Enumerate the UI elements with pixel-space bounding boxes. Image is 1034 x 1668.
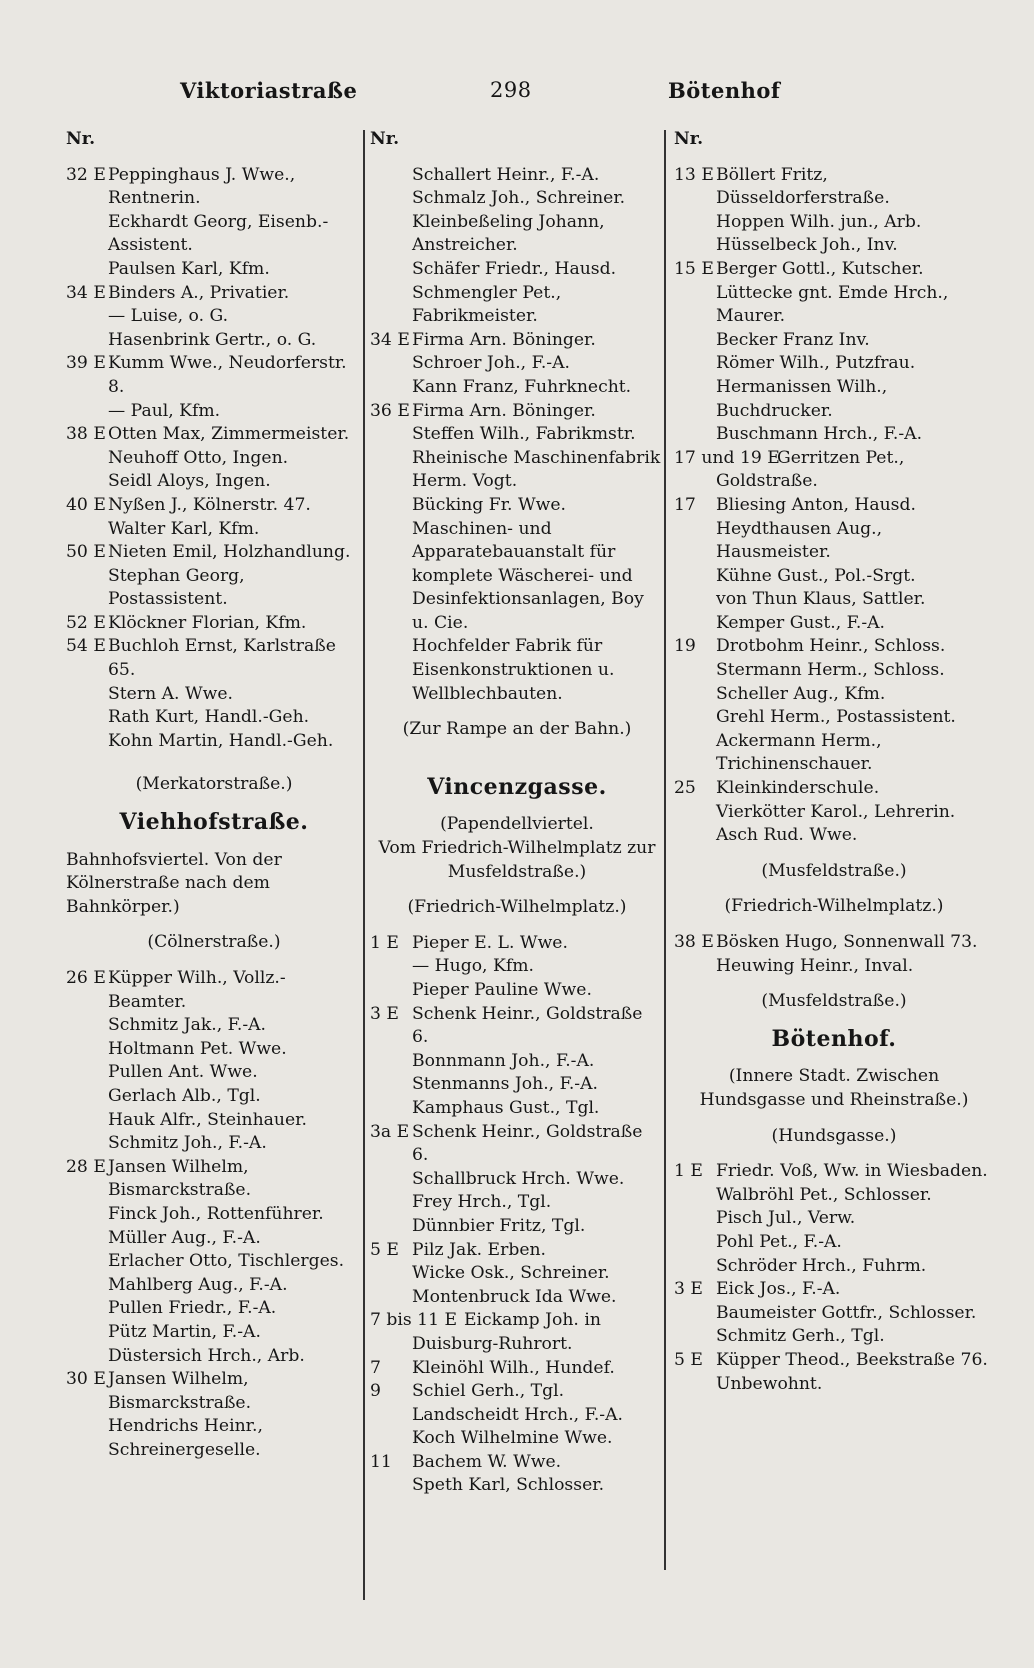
house-number: 28 E <box>66 1156 106 1177</box>
directory-entry <box>66 730 362 754</box>
column-divider <box>363 130 365 1600</box>
directory-entry <box>370 1451 664 1475</box>
directory-entry <box>370 1003 664 1050</box>
entry-list <box>674 1160 994 1396</box>
directory-entry <box>66 1274 362 1298</box>
house-number: 32 E <box>66 164 106 185</box>
house-number: 34 E <box>370 329 410 350</box>
directory-entry <box>370 1191 664 1215</box>
resident-entry: Schenk Heinr., Goldstraße 6. <box>412 1003 643 1048</box>
directory-entry <box>66 423 362 447</box>
resident-entry: Paulsen Karl, Kfm. <box>108 258 270 279</box>
directory-entry <box>66 683 362 707</box>
house-number: 25 <box>674 778 696 799</box>
resident-entry: Becker Franz Inv. <box>716 329 870 350</box>
resident-entry: Scheller Aug., Kfm. <box>716 683 886 704</box>
resident-entry: Hendrichs Heinr., Schreinergeselle. <box>108 1416 263 1460</box>
resident-entry: Kemper Gust., F.-A. <box>716 612 886 633</box>
directory-entry <box>674 234 994 258</box>
directory-entry <box>674 1184 994 1208</box>
resident-entry: — Paul, Kfm. <box>108 400 221 421</box>
directory-entry <box>370 1239 664 1263</box>
resident-entry: Heydthausen Aug., Hausmeister. <box>716 518 883 563</box>
resident-entry: Kohn Martin, Handl.-Geh. <box>108 730 334 751</box>
resident-entry: Hoppen Wilh. jun., Arb. <box>716 211 922 232</box>
house-number: 38 E <box>674 932 714 952</box>
resident-entry: Walter Karl, Kfm. <box>108 518 260 539</box>
directory-entry <box>674 730 994 777</box>
resident-entry: Eickamp Joh. in Duisburg-Ruhrort. <box>412 1310 601 1354</box>
directory-entry <box>674 706 994 730</box>
resident-entry: Kühne Gust., Pol.-Srgt. <box>716 565 916 586</box>
resident-entry: Gerritzen Pet., Goldstraße. <box>716 447 905 492</box>
directory-entry <box>674 423 994 447</box>
cross-street: (Friedrich-Wilhelmplatz.) <box>724 896 944 917</box>
directory-entry <box>370 1286 664 1310</box>
directory-entry <box>370 1097 664 1121</box>
resident-entry: Nieten Emil, Holzhandlung. <box>108 542 351 563</box>
directory-entry <box>370 1073 664 1097</box>
running-head-right: Bötenhof <box>668 78 781 103</box>
directory-entry <box>370 282 664 329</box>
directory-entry <box>66 305 362 329</box>
directory-entry <box>674 1231 994 1255</box>
nr-label: Nr. <box>370 129 400 149</box>
resident-entry: — Hugo, Kfm. <box>412 956 534 977</box>
resident-entry: Bonnmann Joh., F.-A. <box>412 1050 595 1071</box>
house-number: 17 <box>674 494 696 515</box>
resident-entry: Kumm Wwe., Neudorferstr. 8. <box>108 353 347 397</box>
directory-entry <box>370 1474 664 1498</box>
directory-entry <box>674 683 994 707</box>
resident-entry: Buschmann Hrch., F.-A. <box>716 424 923 445</box>
directory-entry <box>66 1321 362 1345</box>
directory-entry <box>370 635 664 706</box>
directory-entry <box>370 400 664 424</box>
directory-entry <box>66 211 362 258</box>
resident-entry: Rath Kurt, Handl.-Geh. <box>108 707 310 728</box>
resident-entry: Ackermann Herm., Trichinenschauer. <box>716 730 882 775</box>
resident-entry: Landscheidt Hrch., F.-A. <box>412 1404 623 1425</box>
directory-entry <box>370 1262 664 1286</box>
directory-entry <box>66 541 362 565</box>
directory-entry <box>66 1061 362 1085</box>
resident-entry: Drotbohm Heinr., Schloss. <box>716 636 946 657</box>
resident-entry: Pullen Ant. Wwe. <box>108 1062 258 1083</box>
directory-entry <box>370 164 664 188</box>
resident-entry: Neuhoff Otto, Ingen. <box>108 447 289 468</box>
resident-entry: Schenk Heinr., Goldstraße 6. <box>412 1121 643 1166</box>
resident-entry: Kleinöhl Wilh., Hundef. <box>412 1357 615 1378</box>
resident-entry: Jansen Wilhelm, Bismarckstraße. <box>108 1369 252 1413</box>
house-number: 30 E <box>66 1369 106 1390</box>
directory-entry <box>674 518 994 565</box>
directory-entry <box>674 1207 994 1231</box>
resident-entry: Schmitz Gerh., Tgl. <box>716 1326 885 1347</box>
resident-entry: Baumeister Gottfr., Schlosser. <box>716 1302 977 1323</box>
house-number: 34 E <box>66 282 106 303</box>
resident-entry: Holtmann Pet. Wwe. <box>108 1038 287 1059</box>
resident-entry: Lüttecke gnt. Emde Hrch., Maurer. <box>716 282 949 327</box>
resident-entry: Asch Rud. Wwe. <box>716 825 858 846</box>
directory-entry <box>370 494 664 518</box>
directory-entry <box>370 1121 664 1168</box>
cross-street: (Cölnerstraße.) <box>147 932 281 953</box>
directory-entry <box>66 1415 362 1462</box>
resident-entry: Pullen Friedr., F.-A. <box>108 1298 277 1319</box>
directory-entry <box>66 1085 362 1109</box>
resident-entry: Unbewohnt. <box>716 1373 823 1394</box>
house-number: 13 E <box>674 164 714 185</box>
directory-entry <box>66 352 362 399</box>
house-number: 50 E <box>66 542 106 563</box>
resident-entry: Römer Wilh., Putzfrau. <box>716 353 916 374</box>
resident-entry: Schmitz Joh., F.-A. <box>108 1133 267 1154</box>
directory-entry <box>674 1373 994 1397</box>
resident-entry: Böllert Fritz, Düsseldorferstraße. <box>716 164 890 209</box>
resident-entry: Peppinghaus J. Wwe., Rentnerin. <box>108 164 296 209</box>
directory-entry <box>674 447 994 494</box>
directory-entry <box>674 824 994 848</box>
resident-entry: Hermanissen Wilh., Buchdrucker. <box>716 376 888 421</box>
street-description: Bahnhofsviertel. Von der Kölnerstraße nach dem Bahnkörper.) <box>66 849 282 917</box>
house-number: 7 <box>370 1357 381 1378</box>
resident-entry: Montenbruck Ida Wwe. <box>412 1286 617 1307</box>
directory-entry <box>674 777 994 801</box>
directory-entry <box>674 1349 994 1373</box>
street-heading: Bötenhof. <box>771 1025 897 1052</box>
house-number: 52 E <box>66 612 106 633</box>
resident-entry: Eick Jos., F.-A. <box>716 1279 841 1300</box>
directory-entry <box>66 1250 362 1274</box>
directory-entry <box>370 258 664 282</box>
resident-entry: Schroer Joh., F.-A. <box>412 353 570 374</box>
resident-entry: Stermann Herm., Schloss. <box>716 660 945 681</box>
directory-entry <box>66 258 362 282</box>
column-middle <box>370 128 664 1498</box>
resident-entry: Pisch Jul., Verw. <box>716 1208 856 1229</box>
resident-entry: Schmengler Pet., Fabrikmeister. <box>412 282 562 327</box>
directory-entry <box>370 447 664 494</box>
column-left <box>66 128 362 1462</box>
house-number: 3 E <box>370 1003 399 1024</box>
resident-entry: Hochfelder Fabrik für Eisenkonstruktionen u. Wellblechbauten. <box>412 636 615 704</box>
directory-entry <box>674 1255 994 1279</box>
directory-entry <box>66 1368 362 1415</box>
resident-entry: Kleinkinderschule. <box>716 778 880 799</box>
house-number: 17 und 19 E <box>674 447 780 468</box>
directory-entry <box>66 494 362 518</box>
cross-street: (Merkatorstraße.) <box>135 774 293 795</box>
house-number: 36 E <box>370 400 410 421</box>
directory-entry <box>66 329 362 353</box>
directory-entry <box>66 1297 362 1321</box>
resident-entry: — Luise, o. G. <box>108 306 229 327</box>
directory-entry <box>66 635 362 682</box>
directory-entry <box>370 1215 664 1239</box>
resident-entry: Berger Gottl., Kutscher. <box>716 258 924 279</box>
resident-entry: Dünnbier Fritz, Tgl. <box>412 1215 586 1236</box>
directory-entry <box>674 376 994 423</box>
directory-entry <box>370 1404 664 1428</box>
directory-entry <box>370 1357 664 1381</box>
directory-entry <box>66 470 362 494</box>
resident-entry: Friedr. Voß, Ww. in Wiesbaden. <box>716 1161 988 1182</box>
directory-entry <box>370 1427 664 1451</box>
resident-entry: Schröder Hrch., Fuhrm. <box>716 1255 927 1276</box>
resident-entry: Speth Karl, Schlosser. <box>412 1475 605 1496</box>
directory-entry <box>66 164 362 211</box>
directory-entry <box>674 612 994 636</box>
directory-entry <box>674 801 994 825</box>
resident-entry: Küpper Wilh., Vollz.-Beamter. <box>108 968 286 1012</box>
resident-entry: Wicke Osk., Schreiner. <box>412 1263 610 1284</box>
house-number: 19 <box>674 636 696 657</box>
resident-entry: Schmitz Jak., F.-A. <box>108 1015 267 1036</box>
resident-entry: Hauk Alfr., Steinhauer. <box>108 1109 307 1130</box>
entry-list <box>66 967 362 1462</box>
street-description: Vom Friedrich-Wilhelmplatz zur Musfeldstraße.) <box>378 838 656 882</box>
cross-street: (Musfeldstraße.) <box>761 991 907 1012</box>
house-number: 38 E <box>66 424 106 445</box>
resident-entry: Vierkötter Karol., Lehrerin. <box>716 801 956 822</box>
resident-entry: Eckhardt Georg, Eisenb.-Assistent. <box>108 211 329 256</box>
directory-entry <box>674 659 994 683</box>
house-number: 3a E <box>370 1121 410 1142</box>
directory-entry <box>370 423 664 447</box>
resident-entry: Stenmanns Joh., F.-A. <box>412 1074 598 1095</box>
nr-label: Nr. <box>674 129 704 149</box>
resident-entry: Frey Hrch., Tgl. <box>412 1192 552 1213</box>
resident-entry: Gerlach Alb., Tgl. <box>108 1085 261 1106</box>
directory-entry <box>66 1156 362 1203</box>
entry-list <box>674 164 994 848</box>
street-heading: Vincenzgasse. <box>427 773 607 800</box>
resident-entry: Nyßen J., Kölnerstr. 47. <box>108 494 311 515</box>
entry-list <box>370 164 664 707</box>
resident-entry: Schmalz Joh., Schreiner. <box>412 188 626 209</box>
resident-entry: Kann Franz, Fuhrknecht. <box>412 376 632 397</box>
resident-entry: Pieper Pauline Wwe. <box>412 980 592 1000</box>
column-divider <box>664 130 666 1570</box>
directory-entry <box>66 282 362 306</box>
resident-entry: Müller Aug., F.-A. <box>108 1227 261 1248</box>
directory-entry <box>66 447 362 471</box>
resident-entry: Heuwing Heinr., Inval. <box>716 955 914 976</box>
directory-entry <box>674 329 994 353</box>
resident-entry: Pohl Pet., F.-A. <box>716 1231 842 1252</box>
directory-entry <box>370 1168 664 1192</box>
directory-entry <box>370 376 664 400</box>
directory-entry <box>674 1302 994 1326</box>
directory-entry <box>66 706 362 730</box>
resident-entry: Buchloh Ernst, Karlstraße 65. <box>108 636 336 681</box>
resident-entry: Klöckner Florian, Kfm. <box>108 612 307 633</box>
house-number: 39 E <box>66 353 106 374</box>
directory-entry <box>674 955 994 979</box>
running-head-left: Viktoriastraße <box>180 78 358 103</box>
directory-entry <box>66 1227 362 1251</box>
resident-entry: Schäfer Friedr., Hausd. <box>412 258 617 279</box>
directory-entry <box>66 1109 362 1133</box>
house-number: 26 E <box>66 968 106 988</box>
directory-entry <box>674 1278 994 1302</box>
resident-entry: Steffen Wilh., Fabrikmstr. <box>412 424 636 445</box>
directory-entry <box>66 1203 362 1227</box>
resident-entry: Rheinische Maschinenfabrik Herm. Vogt. <box>412 447 661 492</box>
entry-list <box>66 164 362 754</box>
house-number: 54 E <box>66 636 106 657</box>
directory-entry <box>66 967 362 1014</box>
directory-entry <box>370 211 664 258</box>
street-description: (Papendellviertel. <box>440 814 594 835</box>
directory-entry <box>66 565 362 612</box>
directory-entry <box>674 494 994 518</box>
resident-entry: Bachem W. Wwe. <box>412 1451 562 1472</box>
house-number: 15 E <box>674 258 714 279</box>
resident-entry: Otten Max, Zimmermeister. <box>108 424 350 445</box>
directory-entry <box>674 588 994 612</box>
resident-entry: Walbröhl Pet., Schlosser. <box>716 1184 932 1205</box>
directory-entry <box>370 187 664 211</box>
directory-entry <box>370 329 664 353</box>
resident-entry: Bliesing Anton, Hausd. <box>716 494 916 515</box>
directory-entry <box>66 612 362 636</box>
directory-entry <box>66 1345 362 1369</box>
directory-entry <box>66 1132 362 1156</box>
resident-entry: Finck Joh., Rottenführer. <box>108 1203 324 1224</box>
resident-entry: Jansen Wilhelm, Bismarckstraße. <box>108 1156 252 1201</box>
resident-entry: Binders A., Privatier. <box>108 282 290 303</box>
cross-street: (Hundsgasse.) <box>771 1125 897 1146</box>
column-right <box>674 128 994 1396</box>
directory-entry <box>674 635 994 659</box>
directory-entry <box>370 979 664 1003</box>
house-number: 5 E <box>370 1239 399 1260</box>
resident-entry: Schallbruck Hrch. Wwe. <box>412 1168 625 1189</box>
house-number: 9 <box>370 1381 381 1402</box>
house-number: 1 E <box>674 1161 703 1182</box>
resident-entry: Seidl Aloys, Ingen. <box>108 471 271 492</box>
resident-entry: Düstersich Hrch., Arb. <box>108 1345 305 1366</box>
resident-entry: von Thun Klaus, Sattler. <box>716 589 926 610</box>
house-number: 1 E <box>370 932 399 953</box>
resident-entry: Koch Wilhelmine Wwe. <box>412 1428 613 1449</box>
directory-entry <box>66 1038 362 1062</box>
directory-entry <box>370 1050 664 1074</box>
resident-entry: Grehl Herm., Postassistent. <box>716 707 956 728</box>
directory-entry <box>370 932 664 956</box>
house-number: 11 <box>370 1451 392 1472</box>
directory-entry <box>370 955 664 979</box>
directory-entry <box>66 518 362 542</box>
cross-street: (Friedrich-Wilhelmplatz.) <box>407 897 627 918</box>
directory-entry <box>370 518 664 636</box>
resident-entry: Stephan Georg, Postassistent. <box>108 565 245 610</box>
resident-entry: Stern A. Wwe. <box>108 683 233 704</box>
directory-entry <box>674 164 994 211</box>
page-number: 298 <box>490 78 532 102</box>
directory-entry <box>674 1325 994 1349</box>
house-number: 5 E <box>674 1349 703 1370</box>
resident-entry: Kamphaus Gust., Tgl. <box>412 1097 600 1118</box>
resident-entry: Erlacher Otto, Tischlerges. <box>108 1251 345 1272</box>
directory-entry <box>674 282 994 329</box>
nr-label: Nr. <box>66 129 96 149</box>
house-number: 7 bis 11 E <box>370 1310 458 1331</box>
directory-entry <box>66 400 362 424</box>
house-number: 3 E <box>674 1279 703 1300</box>
directory-entry <box>370 352 664 376</box>
directory-entry <box>370 1380 664 1404</box>
house-number: 40 E <box>66 494 106 515</box>
resident-entry: Firma Arn. Böninger. <box>412 329 596 350</box>
resident-entry: Schiel Gerh., Tgl. <box>412 1381 565 1402</box>
directory-entry <box>674 565 994 589</box>
directory-entry <box>674 352 994 376</box>
street-description: (Innere Stadt. Zwischen Hundsgasse und Rheinstraße.) <box>699 1066 969 1110</box>
resident-entry: Hüsselbeck Joh., Inv. <box>716 235 898 256</box>
directory-entry <box>674 258 994 282</box>
resident-entry: Hasenbrink Gertr., o. G. <box>108 329 317 350</box>
resident-entry: Küpper Theod., Beekstraße 76. <box>716 1349 988 1370</box>
directory-entry <box>66 1014 362 1038</box>
directory-entry <box>370 1309 664 1356</box>
entry-list <box>370 932 664 1498</box>
directory-entry <box>674 1160 994 1184</box>
directory-entry <box>674 931 994 955</box>
resident-entry: Mahlberg Aug., F.-A. <box>108 1274 288 1295</box>
resident-entry: Maschinen- und Apparatebauanstalt für komplete Wäscherei- und Desinfektionsanlagen, Boy u. Cie. <box>412 518 644 633</box>
entry-list <box>674 931 994 978</box>
resident-entry: Bösken Hugo, Sonnenwall 73. <box>716 932 978 952</box>
resident-entry: Firma Arn. Böninger. <box>412 400 596 421</box>
resident-entry: Pütz Martin, F.-A. <box>108 1321 261 1342</box>
resident-entry: Schallert Heinr., F.-A. <box>412 164 600 185</box>
resident-entry: Kleinbeßeling Johann, Anstreicher. <box>412 211 605 256</box>
resident-entry: Pilz Jak. Erben. <box>412 1239 547 1260</box>
resident-entry: Pieper E. L. Wwe. <box>412 932 568 953</box>
directory-entry <box>674 211 994 235</box>
street-heading: Viehhofstraße. <box>119 809 309 836</box>
cross-street: (Musfeldstraße.) <box>761 860 907 881</box>
resident-entry: Bücking Fr. Wwe. <box>412 494 566 515</box>
cross-street: (Zur Rampe an der Bahn.) <box>402 719 632 740</box>
